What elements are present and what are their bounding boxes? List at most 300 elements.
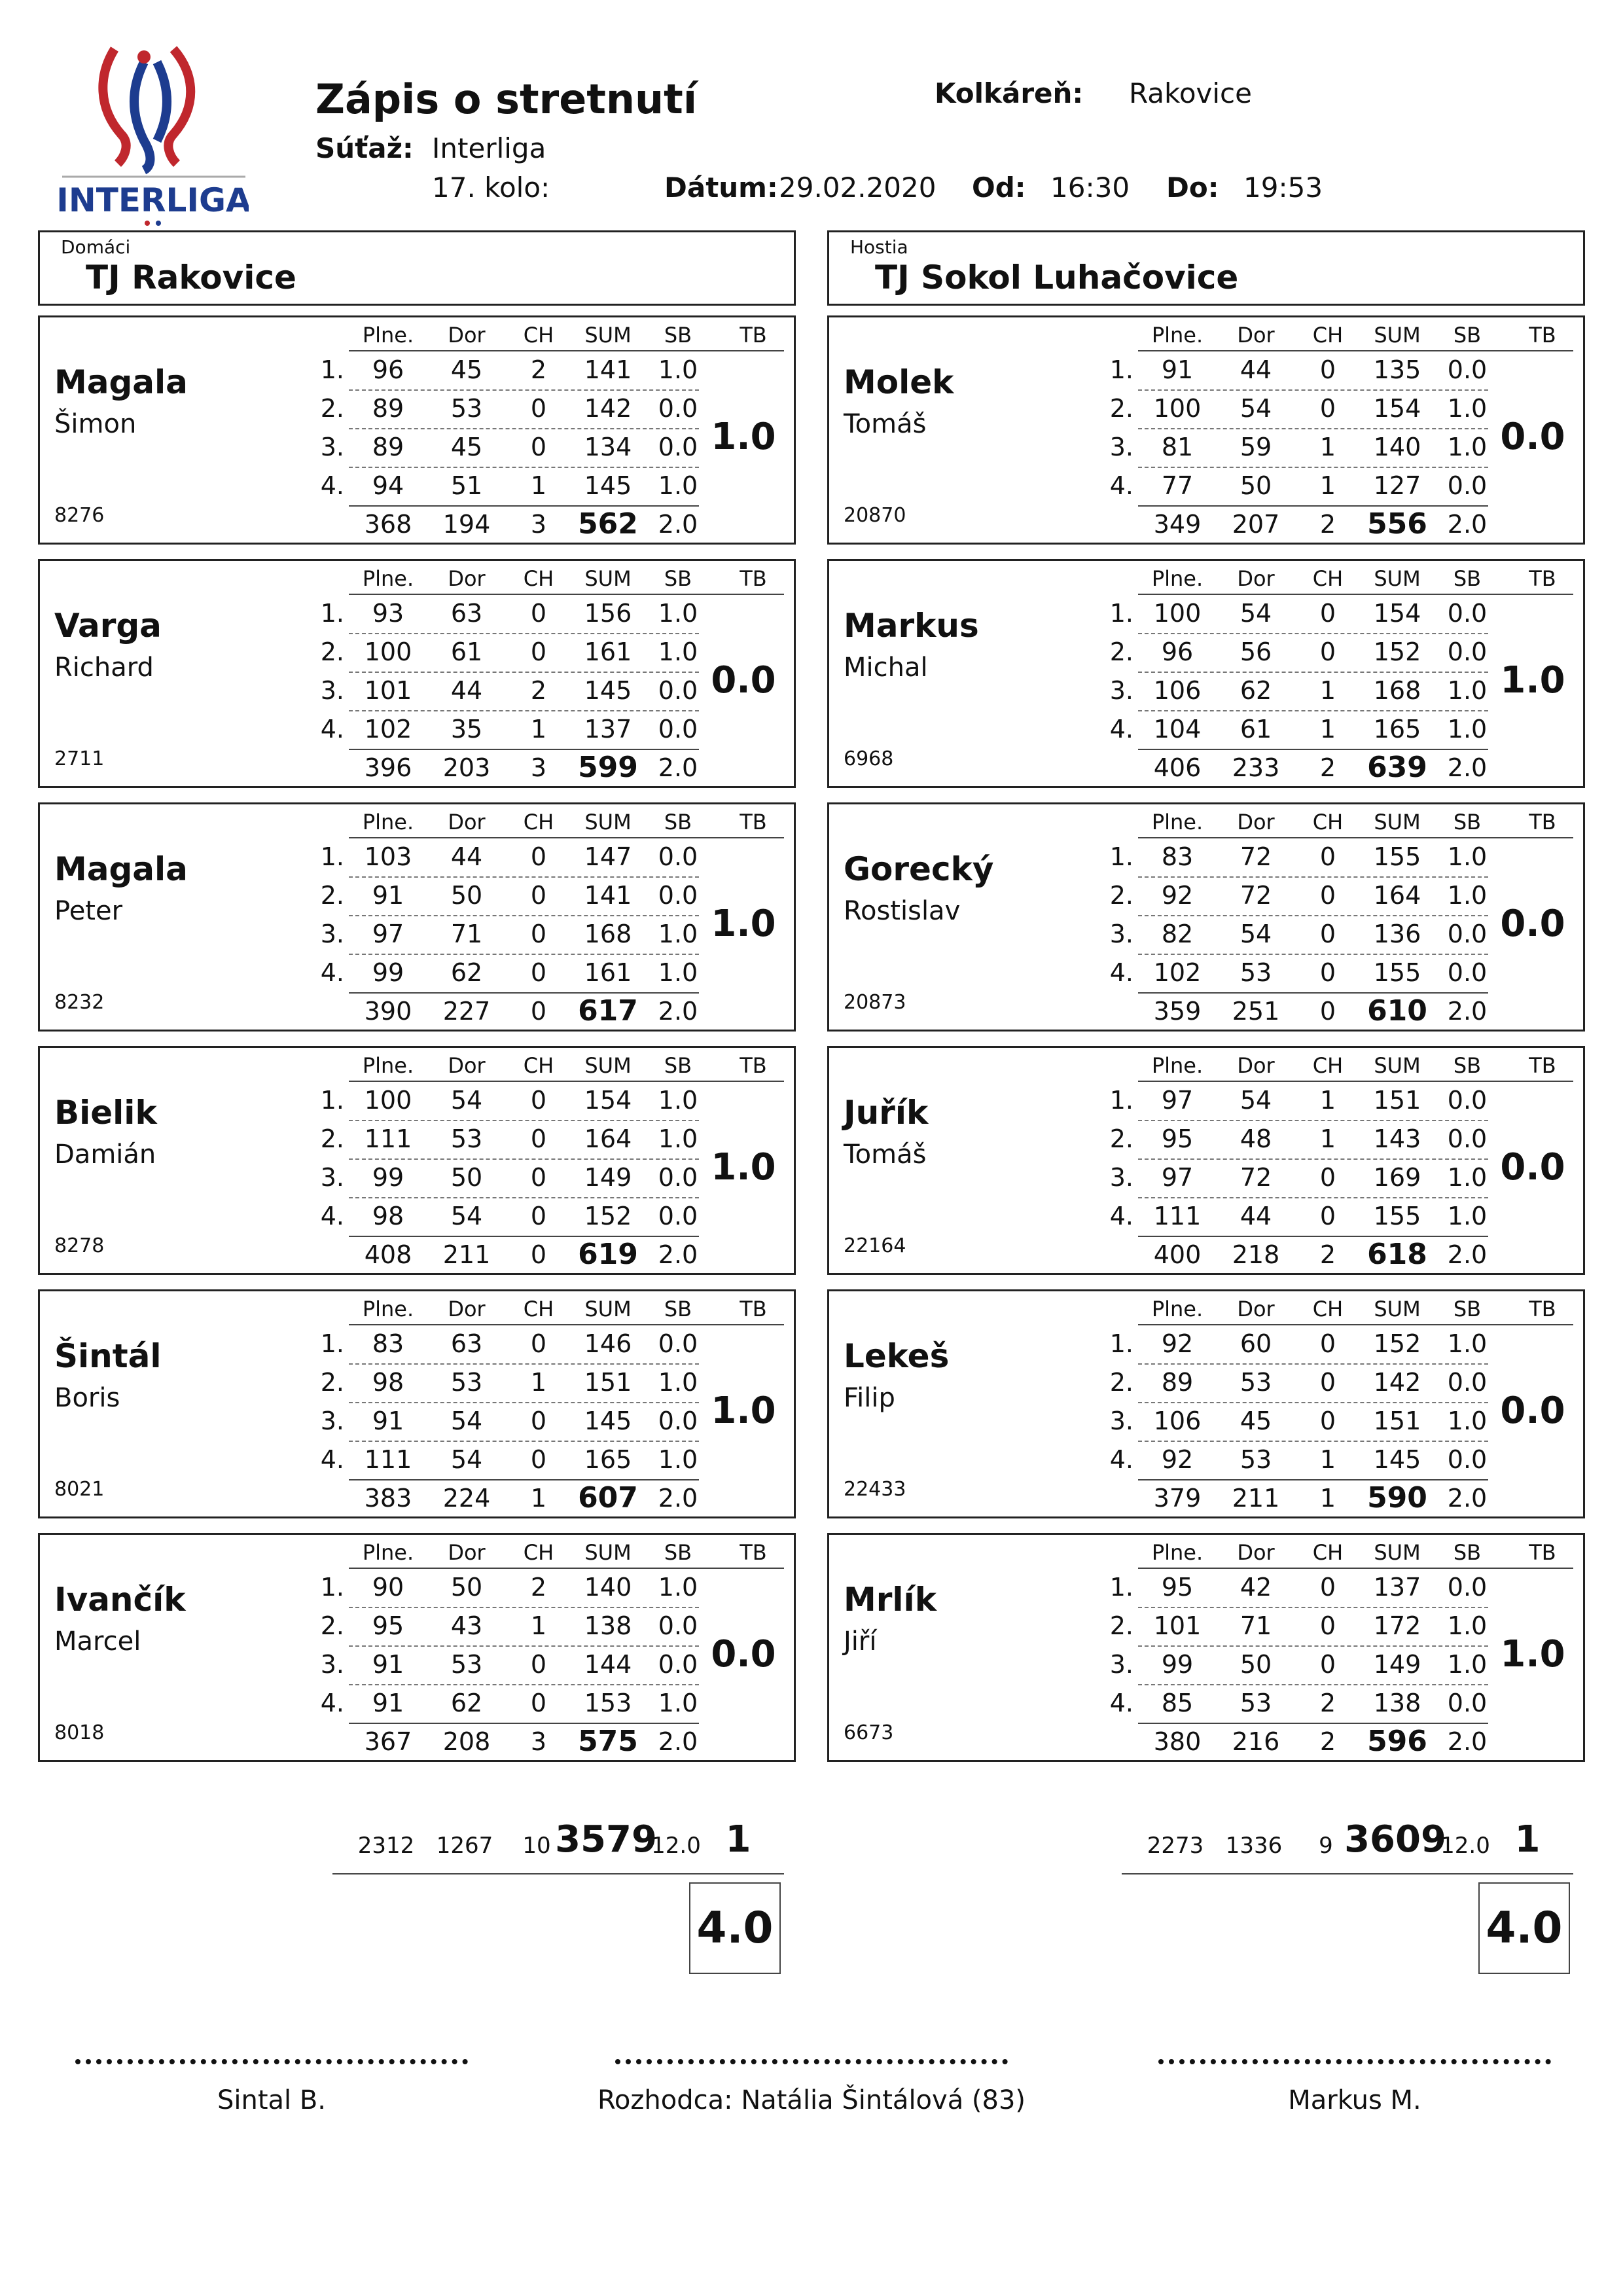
away-total-dor: 1336 — [1225, 1833, 1283, 1859]
score-cell: 1.0 — [1447, 1407, 1488, 1435]
lane-number: 1. — [320, 842, 344, 871]
page-title: Zápis o stretnutí — [315, 75, 698, 123]
column-header-ch: CH — [523, 323, 554, 348]
column-header-dor: Dor — [448, 810, 486, 834]
column-header-tb: TB — [740, 566, 767, 591]
score-cell: 0 — [1319, 920, 1336, 948]
score-cell: 91 — [372, 1689, 404, 1717]
row-divider — [349, 876, 699, 878]
score-cell: 72 — [1240, 881, 1272, 910]
player-surname: Markus — [844, 607, 979, 645]
score-cell: 156 — [584, 599, 632, 628]
lane-number: 2. — [320, 1124, 344, 1153]
score-cell: 0 — [1319, 881, 1336, 910]
score-cell: 1 — [1319, 1445, 1336, 1474]
column-header-sum: SUM — [584, 810, 632, 834]
lane-number: 1. — [320, 1086, 344, 1115]
player-first-name: Tomáš — [844, 409, 927, 439]
away-total-plne: 2273 — [1147, 1833, 1204, 1859]
score-cell: 106 — [1153, 1407, 1202, 1435]
score-cell: 0.0 — [658, 881, 698, 910]
player-surname: Juřík — [844, 1094, 929, 1132]
player-tb-result: 1.0 — [711, 1390, 776, 1432]
score-cell: 0 — [1319, 394, 1336, 423]
score-cell: 35 — [450, 715, 483, 744]
player-total-cell: 367 — [364, 1727, 412, 1756]
header-rule — [349, 594, 784, 595]
away-player-card — [827, 802, 1585, 1031]
player-tb-result: 1.0 — [1500, 659, 1565, 702]
away-player-card — [827, 1046, 1585, 1275]
total-rule — [349, 1723, 699, 1724]
player-total-cell: 2.0 — [1447, 1240, 1488, 1269]
score-cell: 164 — [1373, 881, 1421, 910]
player-id: 22433 — [844, 1478, 906, 1501]
score-cell: 1.0 — [658, 599, 698, 628]
player-total-cell: 211 — [1232, 1484, 1280, 1513]
home-team-name: TJ Rakovice — [86, 259, 296, 296]
player-first-name: Michal — [844, 653, 928, 683]
player-tb-result: 1.0 — [711, 416, 776, 458]
player-total-cell: 2.0 — [1447, 1727, 1488, 1756]
score-cell: 61 — [1240, 715, 1272, 744]
score-cell: 154 — [584, 1086, 632, 1115]
score-cell: 44 — [1240, 1202, 1272, 1230]
column-header-plne: Plne. — [1151, 1297, 1204, 1321]
score-cell: 83 — [1161, 842, 1194, 871]
score-cell: 1.0 — [1447, 394, 1488, 423]
lane-number: 4. — [1109, 1689, 1133, 1717]
total-rule — [349, 749, 699, 750]
away-player-card — [827, 315, 1585, 545]
home-player-card — [38, 802, 796, 1031]
competition-label: Súťaž: — [315, 132, 414, 164]
player-total-sum: 610 — [1367, 994, 1427, 1028]
score-cell: 145 — [584, 1407, 632, 1435]
score-cell: 53 — [1240, 958, 1272, 987]
score-cell: 54 — [450, 1202, 483, 1230]
away-total-ch: 9 — [1319, 1833, 1333, 1859]
score-cell: 1.0 — [658, 471, 698, 500]
lane-number: 2. — [320, 394, 344, 423]
row-divider — [1138, 1120, 1488, 1121]
score-cell: 149 — [584, 1163, 632, 1192]
player-total-sum: 618 — [1367, 1238, 1427, 1271]
player-total-sum: 590 — [1367, 1481, 1427, 1515]
score-cell: 91 — [372, 1407, 404, 1435]
player-id: 20873 — [844, 991, 906, 1014]
lane-number: 2. — [320, 637, 344, 666]
lane-number: 4. — [320, 1445, 344, 1474]
player-total-cell: 1 — [530, 1484, 547, 1513]
score-cell: 102 — [364, 715, 412, 744]
score-cell: 1 — [1319, 1086, 1336, 1115]
column-header-sum: SUM — [584, 566, 632, 591]
score-cell: 0.0 — [1447, 958, 1488, 987]
score-cell: 0.0 — [658, 1611, 698, 1640]
score-cell: 144 — [584, 1650, 632, 1679]
player-total-cell: 1 — [1319, 1484, 1336, 1513]
lane-number: 4. — [1109, 715, 1133, 744]
score-cell: 0 — [1319, 1368, 1336, 1397]
row-divider — [1138, 876, 1488, 878]
score-cell: 146 — [584, 1329, 632, 1358]
score-cell: 0.0 — [1447, 355, 1488, 384]
score-cell: 1 — [1319, 433, 1336, 461]
row-divider — [349, 1120, 699, 1121]
score-cell: 145 — [584, 471, 632, 500]
row-divider — [1138, 1402, 1488, 1403]
total-rule — [1138, 1723, 1488, 1724]
score-cell: 1.0 — [1447, 433, 1488, 461]
score-cell: 137 — [584, 715, 632, 744]
score-cell: 0 — [530, 1163, 547, 1192]
column-header-sb: SB — [1453, 810, 1482, 834]
score-cell: 0 — [530, 1202, 547, 1230]
score-cell: 152 — [1373, 637, 1421, 666]
column-header-sb: SB — [664, 323, 692, 348]
player-total-cell: 2.0 — [658, 1240, 698, 1269]
score-cell: 140 — [584, 1573, 632, 1602]
score-cell: 0 — [530, 1329, 547, 1358]
score-cell: 81 — [1161, 433, 1194, 461]
score-cell: 0 — [530, 842, 547, 871]
score-cell: 142 — [1373, 1368, 1421, 1397]
lane-number: 1. — [1109, 1573, 1133, 1602]
row-divider — [349, 633, 699, 634]
score-cell: 104 — [1153, 715, 1202, 744]
score-cell: 54 — [1240, 394, 1272, 423]
home-total-dor: 1267 — [436, 1833, 493, 1859]
score-cell: 151 — [1373, 1086, 1421, 1115]
score-cell: 0.0 — [658, 1163, 698, 1192]
score-cell: 89 — [1161, 1368, 1194, 1397]
score-cell: 92 — [1161, 881, 1194, 910]
player-total-cell: 2.0 — [1447, 997, 1488, 1026]
player-total-cell: 0 — [1319, 997, 1336, 1026]
player-total-cell: 218 — [1232, 1240, 1280, 1269]
score-cell: 0.0 — [658, 394, 698, 423]
lane-number: 3. — [1109, 1650, 1133, 1679]
player-total-cell: 208 — [442, 1727, 491, 1756]
score-cell: 0 — [1319, 1611, 1336, 1640]
score-cell: 0.0 — [658, 1202, 698, 1230]
player-surname: Ivančík — [54, 1581, 186, 1619]
score-cell: 42 — [1240, 1573, 1272, 1602]
lane-number: 2. — [320, 1368, 344, 1397]
score-cell: 0 — [530, 394, 547, 423]
score-cell: 44 — [450, 842, 483, 871]
column-header-plne: Plne. — [1151, 1053, 1204, 1078]
score-cell: 96 — [1161, 637, 1194, 666]
score-cell: 0.0 — [1447, 1124, 1488, 1153]
score-cell: 98 — [372, 1202, 404, 1230]
score-cell: 0 — [1319, 599, 1336, 628]
logo-text: INTERLIGA — [59, 181, 249, 219]
home-player-card — [38, 1046, 796, 1275]
player-tb-result: 1.0 — [1500, 1633, 1565, 1676]
score-cell: 1.0 — [1447, 1650, 1488, 1679]
score-cell: 72 — [1240, 842, 1272, 871]
row-divider — [1138, 1645, 1488, 1647]
row-divider — [1138, 389, 1488, 391]
score-cell: 0 — [1319, 1202, 1336, 1230]
column-header-sum: SUM — [584, 1053, 632, 1078]
home-total-plne: 2312 — [357, 1833, 415, 1859]
player-first-name: Peter — [54, 896, 123, 926]
column-header-ch: CH — [1312, 810, 1344, 834]
player-tb-result: 0.0 — [1500, 1146, 1565, 1189]
score-cell: 50 — [450, 1573, 483, 1602]
player-id: 2711 — [54, 747, 105, 770]
player-total-cell: 380 — [1153, 1727, 1202, 1756]
score-cell: 147 — [584, 842, 632, 871]
row-divider — [349, 1158, 699, 1160]
column-header-sb: SB — [1453, 566, 1482, 591]
lane-number: 1. — [320, 599, 344, 628]
column-header-sum: SUM — [1374, 1297, 1421, 1321]
column-header-plne: Plne. — [362, 1540, 414, 1565]
player-total-cell: 2.0 — [1447, 510, 1488, 539]
lane-number: 3. — [1109, 1163, 1133, 1192]
score-cell: 101 — [1153, 1611, 1202, 1640]
score-cell: 140 — [1373, 433, 1421, 461]
score-cell: 97 — [1161, 1086, 1194, 1115]
score-cell: 92 — [1161, 1329, 1194, 1358]
score-cell: 102 — [1153, 958, 1202, 987]
column-header-dor: Dor — [1237, 323, 1275, 348]
home-totals-rule — [332, 1873, 784, 1874]
player-total-cell: 2.0 — [658, 1727, 698, 1756]
score-cell: 45 — [1240, 1407, 1272, 1435]
row-divider — [1138, 1158, 1488, 1160]
row-divider — [349, 1402, 699, 1403]
row-divider — [349, 1363, 699, 1365]
column-header-sb: SB — [1453, 1053, 1482, 1078]
score-cell: 1.0 — [658, 637, 698, 666]
score-cell: 1.0 — [658, 355, 698, 384]
score-cell: 0 — [530, 881, 547, 910]
column-header-plne: Plne. — [1151, 323, 1204, 348]
score-cell: 100 — [1153, 599, 1202, 628]
row-divider — [1138, 710, 1488, 711]
player-total-cell: 224 — [442, 1484, 491, 1513]
player-surname: Gorecký — [844, 850, 994, 888]
player-total-sum: 639 — [1367, 751, 1427, 784]
score-cell: 0.0 — [658, 676, 698, 705]
player-total-cell: 3 — [530, 1727, 547, 1756]
away-total-sum: 3609 — [1344, 1818, 1446, 1861]
score-cell: 82 — [1161, 920, 1194, 948]
score-cell: 142 — [584, 394, 632, 423]
column-header-tb: TB — [740, 810, 767, 834]
player-total-cell: 383 — [364, 1484, 412, 1513]
home-total-tb: 1 — [725, 1818, 751, 1861]
column-header-tb: TB — [740, 1540, 767, 1565]
score-cell: 54 — [450, 1086, 483, 1115]
score-cell: 137 — [1373, 1573, 1421, 1602]
lane-number: 2. — [320, 1611, 344, 1640]
player-first-name: Rostislav — [844, 896, 961, 926]
home-role-label: Domáci — [61, 236, 131, 258]
score-cell: 0.0 — [1447, 1368, 1488, 1397]
row-divider — [1138, 1363, 1488, 1365]
score-cell: 91 — [1161, 355, 1194, 384]
row-divider — [349, 1684, 699, 1685]
player-total-cell: 368 — [364, 510, 412, 539]
player-id: 6968 — [844, 747, 894, 770]
score-cell: 134 — [584, 433, 632, 461]
score-cell: 153 — [584, 1689, 632, 1717]
score-cell: 85 — [1161, 1689, 1194, 1717]
score-cell: 77 — [1161, 471, 1194, 500]
score-cell: 53 — [450, 394, 483, 423]
score-cell: 92 — [1161, 1445, 1194, 1474]
score-cell: 54 — [1240, 920, 1272, 948]
score-cell: 1.0 — [658, 958, 698, 987]
score-cell: 99 — [372, 1163, 404, 1192]
home-signature-name: Sintal B. — [217, 2085, 327, 2115]
score-cell: 97 — [1161, 1163, 1194, 1192]
column-header-ch: CH — [1312, 323, 1344, 348]
venue-value: Rakovice — [1129, 77, 1252, 109]
score-cell: 154 — [1373, 394, 1421, 423]
score-cell: 51 — [450, 471, 483, 500]
score-cell: 100 — [364, 637, 412, 666]
player-total-sum: 607 — [578, 1481, 638, 1515]
player-tb-result: 1.0 — [711, 1146, 776, 1189]
player-id: 20870 — [844, 504, 906, 527]
lane-number: 3. — [1109, 433, 1133, 461]
score-cell: 62 — [450, 958, 483, 987]
score-cell: 44 — [450, 676, 483, 705]
player-total-cell: 251 — [1232, 997, 1280, 1026]
column-header-sb: SB — [1453, 1297, 1482, 1321]
score-cell: 152 — [584, 1202, 632, 1230]
player-id: 8232 — [54, 991, 105, 1014]
player-total-cell: 2 — [1319, 510, 1336, 539]
away-player-card — [827, 1533, 1585, 1762]
lane-number: 4. — [320, 1689, 344, 1717]
referee-signature-name: Rozhodca: Natália Šintálová (83) — [597, 2085, 1026, 2115]
player-total-cell: 2 — [1319, 753, 1336, 782]
player-total-cell: 379 — [1153, 1484, 1202, 1513]
column-header-dor: Dor — [1237, 810, 1275, 834]
score-cell: 53 — [450, 1368, 483, 1397]
lane-number: 1. — [1109, 842, 1133, 871]
score-cell: 111 — [364, 1124, 412, 1153]
score-cell: 0.0 — [658, 1329, 698, 1358]
score-cell: 0.0 — [658, 842, 698, 871]
lane-number: 1. — [1109, 599, 1133, 628]
score-cell: 155 — [1373, 842, 1421, 871]
player-total-sum: 617 — [578, 994, 638, 1028]
lane-number: 3. — [320, 676, 344, 705]
column-header-sb: SB — [664, 810, 692, 834]
player-total-cell: 194 — [442, 510, 491, 539]
column-header-dor: Dor — [448, 1297, 486, 1321]
score-cell: 1.0 — [658, 1124, 698, 1153]
score-cell: 99 — [1161, 1650, 1194, 1679]
player-surname: Varga — [54, 607, 162, 645]
player-tb-result: 0.0 — [1500, 903, 1565, 945]
row-divider — [1138, 467, 1488, 468]
lane-number: 4. — [1109, 958, 1133, 987]
score-cell: 1.0 — [658, 1689, 698, 1717]
score-cell: 168 — [584, 920, 632, 948]
score-cell: 83 — [372, 1329, 404, 1358]
home-team-box — [38, 230, 796, 306]
score-cell: 0 — [530, 1689, 547, 1717]
column-header-sb: SB — [664, 566, 692, 591]
player-id: 8018 — [54, 1721, 105, 1744]
column-header-dor: Dor — [1237, 566, 1275, 591]
row-divider — [349, 710, 699, 711]
score-cell: 63 — [450, 1329, 483, 1358]
from-value: 16:30 — [1050, 171, 1130, 204]
column-header-plne: Plne. — [362, 323, 414, 348]
column-header-ch: CH — [1312, 1053, 1344, 1078]
score-cell: 165 — [584, 1445, 632, 1474]
away-player-card — [827, 559, 1585, 788]
score-cell: 89 — [372, 433, 404, 461]
column-header-sum: SUM — [584, 1297, 632, 1321]
column-header-sum: SUM — [1374, 323, 1421, 348]
score-cell: 62 — [450, 1689, 483, 1717]
header-rule — [349, 837, 784, 838]
home-player-card — [38, 559, 796, 788]
score-cell: 0 — [530, 1445, 547, 1474]
lane-number: 4. — [320, 715, 344, 744]
lane-number: 3. — [320, 1407, 344, 1435]
total-rule — [1138, 992, 1488, 994]
score-cell: 98 — [372, 1368, 404, 1397]
score-cell: 54 — [450, 1445, 483, 1474]
score-cell: 95 — [1161, 1124, 1194, 1153]
away-final-score: 4.0 — [1478, 1882, 1570, 1974]
score-cell: 0 — [1319, 842, 1336, 871]
player-first-name: Šimon — [54, 409, 137, 439]
score-cell: 0.0 — [1447, 1086, 1488, 1115]
column-header-ch: CH — [523, 1540, 554, 1565]
column-header-plne: Plne. — [362, 810, 414, 834]
score-cell: 62 — [1240, 676, 1272, 705]
score-cell: 0 — [1319, 1650, 1336, 1679]
column-header-dor: Dor — [1237, 1297, 1275, 1321]
player-total-cell: 2 — [1319, 1240, 1336, 1269]
score-cell: 1.0 — [658, 1445, 698, 1474]
player-total-cell: 396 — [364, 753, 412, 782]
total-rule — [1138, 749, 1488, 750]
lane-number: 3. — [1109, 676, 1133, 705]
lane-number: 2. — [1109, 394, 1133, 423]
player-total-cell: 2.0 — [658, 753, 698, 782]
column-header-sb: SB — [664, 1297, 692, 1321]
header-rule — [1138, 1081, 1573, 1082]
score-cell: 1 — [1319, 1124, 1336, 1153]
home-player-card — [38, 315, 796, 545]
score-cell: 2 — [1319, 1689, 1336, 1717]
score-cell: 165 — [1373, 715, 1421, 744]
column-header-ch: CH — [523, 566, 554, 591]
player-total-cell: 2 — [1319, 1727, 1336, 1756]
score-cell: 50 — [450, 1163, 483, 1192]
lane-number: 4. — [1109, 1202, 1133, 1230]
header-rule — [1138, 837, 1573, 838]
score-cell: 0 — [530, 1650, 547, 1679]
row-divider — [349, 1607, 699, 1608]
score-cell: 1 — [1319, 676, 1336, 705]
